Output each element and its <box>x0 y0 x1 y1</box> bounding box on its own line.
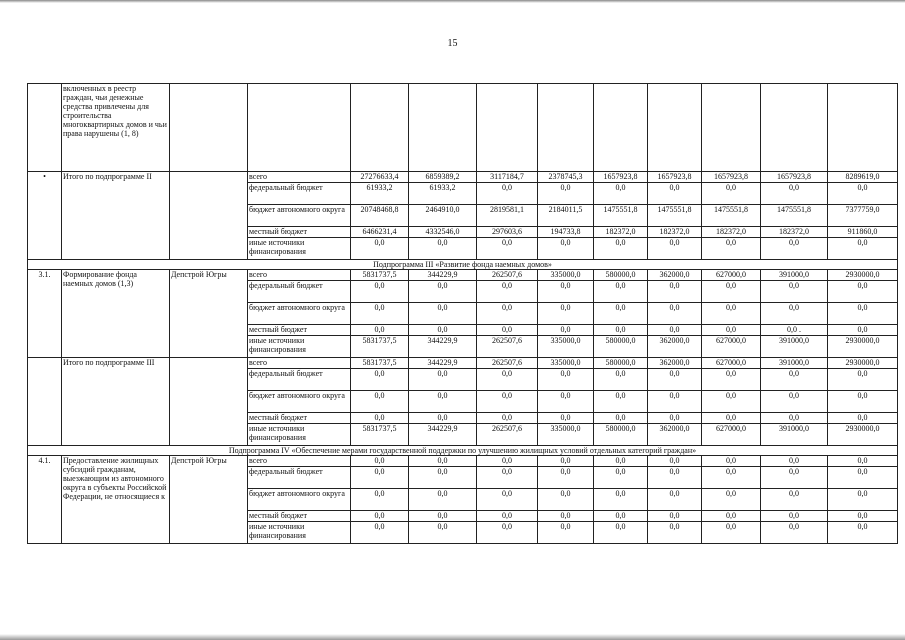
value-cell: 182372,0 <box>648 227 702 238</box>
value-cell: 0,0 <box>594 391 648 413</box>
value-cell: 61933,2 <box>409 183 477 205</box>
value-cell: 2930000,0 <box>828 336 898 358</box>
value-cell: 627000,0 <box>702 358 761 369</box>
value-cell: 627000,0 <box>702 270 761 281</box>
value-cell: 0,0 <box>351 303 409 325</box>
value-cell: 0,0 <box>594 456 648 467</box>
value-cell: 0,0 <box>351 467 409 489</box>
value-cell: 0,0 <box>648 303 702 325</box>
value-cell: 0,0 <box>538 303 594 325</box>
value-cell: 0,0 <box>351 391 409 413</box>
value-cell: 0,0 <box>702 511 761 522</box>
value-cell: 262507,6 <box>477 270 538 281</box>
value-cell: 0,0 <box>761 238 828 260</box>
value-cell: 7377759,0 <box>828 205 898 227</box>
value-cell: 0,0 <box>594 489 648 511</box>
table-row <box>28 456 898 467</box>
executor: Депстрой Югры <box>170 270 248 358</box>
value-cell: 0,0 <box>351 369 409 391</box>
value-cell: 0,0 <box>702 183 761 205</box>
row-number <box>28 84 62 172</box>
value-cell: 0,0 <box>594 281 648 303</box>
value-cell: 0,0 <box>828 325 898 336</box>
value-cell: 0,0 <box>409 281 477 303</box>
value-cell: 2930000,0 <box>828 358 898 369</box>
value-cell: 0,0 <box>648 325 702 336</box>
value-cell: 5831737,5 <box>351 424 409 446</box>
funding-source: федеральный бюджет <box>248 369 351 391</box>
value-cell: 362000,0 <box>648 424 702 446</box>
value-cell: 2464910,0 <box>409 205 477 227</box>
value-cell: 0,0 <box>477 391 538 413</box>
funding-source: иные источники финансирования <box>248 336 351 358</box>
funding-source: федеральный бюджет <box>248 467 351 489</box>
value-cell: 0,0 <box>648 391 702 413</box>
value-cell: 0,0 <box>828 522 898 544</box>
value-cell: 0,0 <box>702 413 761 424</box>
value-cell: 194733,8 <box>538 227 594 238</box>
value-cell: 0,0 <box>702 522 761 544</box>
scan-top-edge <box>0 0 905 3</box>
funding-source: местный бюджет <box>248 511 351 522</box>
row-number: • <box>28 172 62 260</box>
value-cell: 0,0 <box>828 413 898 424</box>
value-cell: 0,0 <box>538 325 594 336</box>
value-cell: 0,0 <box>648 489 702 511</box>
value-cell: 0,0 <box>409 391 477 413</box>
value-cell: 344229,9 <box>409 336 477 358</box>
section-row <box>28 446 898 456</box>
value-cell: 297603,6 <box>477 227 538 238</box>
value-cell: 0,0 <box>761 303 828 325</box>
value-cell: 0,0 <box>477 489 538 511</box>
value-cell: 0,0 <box>538 369 594 391</box>
value-cell: 580000,0 <box>594 270 648 281</box>
value-cell: 0,0 <box>538 456 594 467</box>
value-cell: 0,0 <box>538 183 594 205</box>
value-cell: 0,0 <box>409 511 477 522</box>
value-cell: 0,0 <box>761 281 828 303</box>
funding-source: всего <box>248 270 351 281</box>
value-cell: 391000,0 <box>761 270 828 281</box>
value-cell: 0,0 <box>828 369 898 391</box>
value-cell: 0,0 <box>477 303 538 325</box>
value-cell: 8289619,0 <box>828 172 898 183</box>
value-cell: 580000,0 <box>594 424 648 446</box>
section-title: Подпрограмма III «Развитие фонда наемных домов» <box>28 260 898 270</box>
value-cell: 344229,9 <box>409 424 477 446</box>
value-cell: 0,0 <box>477 522 538 544</box>
value-cell: 0,0 <box>702 281 761 303</box>
value-cell: 580000,0 <box>594 358 648 369</box>
empty-cell <box>828 84 898 172</box>
value-cell: 0,0 <box>538 238 594 260</box>
executor <box>170 172 248 260</box>
value-cell: 0,0 <box>538 489 594 511</box>
value-cell: 0,0 <box>594 325 648 336</box>
value-cell: 0,0 <box>648 522 702 544</box>
value-cell: 0,0 <box>594 413 648 424</box>
value-cell: 0,0 <box>409 467 477 489</box>
value-cell: 0,0 <box>828 281 898 303</box>
executor <box>170 358 248 446</box>
empty-cell <box>170 84 248 172</box>
value-cell: 0,0 <box>594 467 648 489</box>
funding-source: бюджет автономного округа <box>248 303 351 325</box>
value-cell: 0,0 <box>351 511 409 522</box>
value-cell: 0,0 <box>648 369 702 391</box>
value-cell: 0,0 <box>351 522 409 544</box>
value-cell: 391000,0 <box>761 358 828 369</box>
value-cell: 5831737,5 <box>351 270 409 281</box>
value-cell: 2378745,3 <box>538 172 594 183</box>
funding-source: местный бюджет <box>248 227 351 238</box>
value-cell: 4332546,0 <box>409 227 477 238</box>
value-cell: 0,0 <box>477 183 538 205</box>
empty-cell <box>538 84 594 172</box>
value-cell: 0,0 <box>594 522 648 544</box>
value-cell: 0,0 <box>409 489 477 511</box>
value-cell: 0,0 <box>594 303 648 325</box>
empty-cell <box>648 84 702 172</box>
value-cell: 0,0 <box>702 303 761 325</box>
value-cell: 0,0 <box>477 369 538 391</box>
value-cell: 1475551,8 <box>594 205 648 227</box>
empty-cell <box>702 84 761 172</box>
value-cell: 0,0 <box>538 522 594 544</box>
value-cell: 0,0 <box>477 281 538 303</box>
funding-source: местный бюджет <box>248 413 351 424</box>
value-cell: 1475551,8 <box>648 205 702 227</box>
page-number: 15 <box>447 38 458 49</box>
value-cell: 911860,0 <box>828 227 898 238</box>
value-cell: 344229,9 <box>409 358 477 369</box>
value-cell: 580000,0 <box>594 336 648 358</box>
value-cell: 0,0 <box>538 413 594 424</box>
value-cell: 0,0 <box>409 456 477 467</box>
table-row <box>28 84 898 172</box>
value-cell: 0,0 <box>702 238 761 260</box>
value-cell: 344229,9 <box>409 270 477 281</box>
value-cell: 61933,2 <box>351 183 409 205</box>
value-cell: 0,0 <box>648 183 702 205</box>
value-cell: 0,0 <box>409 303 477 325</box>
value-cell: 0,0 <box>538 467 594 489</box>
value-cell: 0,0 <box>538 391 594 413</box>
funding-source: иные источники финансирования <box>248 238 351 260</box>
value-cell: 0,0 <box>477 511 538 522</box>
value-cell: 0,0 <box>828 238 898 260</box>
value-cell: 0,0 . <box>761 325 828 336</box>
value-cell: 182372,0 <box>702 227 761 238</box>
value-cell: 335000,0 <box>538 270 594 281</box>
empty-cell <box>409 84 477 172</box>
budget-table <box>27 83 898 544</box>
value-cell: 0,0 <box>761 522 828 544</box>
value-cell: 2930000,0 <box>828 424 898 446</box>
value-cell: 0,0 <box>477 456 538 467</box>
value-cell: 262507,6 <box>477 358 538 369</box>
empty-cell <box>351 84 409 172</box>
value-cell: 362000,0 <box>648 270 702 281</box>
value-cell: 182372,0 <box>594 227 648 238</box>
value-cell: 0,0 <box>828 511 898 522</box>
item-name: Итого по подпрограмме III <box>62 358 170 446</box>
value-cell: 0,0 <box>648 456 702 467</box>
funding-source: местный бюджет <box>248 325 351 336</box>
table-row <box>28 358 898 369</box>
value-cell: 0,0 <box>648 238 702 260</box>
value-cell: 1657923,8 <box>761 172 828 183</box>
value-cell: 0,0 <box>477 325 538 336</box>
value-cell: 0,0 <box>761 369 828 391</box>
value-cell: 0,0 <box>538 511 594 522</box>
value-cell: 0,0 <box>702 369 761 391</box>
value-cell: 0,0 <box>828 456 898 467</box>
funding-source: иные источники финансирования <box>248 424 351 446</box>
item-name: включенных в реестр граждан, чьи денежные средства привлечены для строительства многоквартирных домов и чьи права нарушены (1, 8) <box>62 84 170 172</box>
funding-source: иные источники финансирования <box>248 522 351 544</box>
value-cell: 362000,0 <box>648 358 702 369</box>
value-cell: 0,0 <box>538 281 594 303</box>
value-cell: 0,0 <box>409 369 477 391</box>
value-cell: 0,0 <box>702 489 761 511</box>
empty-cell <box>477 84 538 172</box>
value-cell: 0,0 <box>648 467 702 489</box>
value-cell: 5831737,5 <box>351 358 409 369</box>
value-cell: 0,0 <box>409 325 477 336</box>
value-cell: 0,0 <box>702 325 761 336</box>
value-cell: 262507,6 <box>477 336 538 358</box>
table-row <box>28 270 898 281</box>
funding-source: бюджет автономного округа <box>248 489 351 511</box>
value-cell: 335000,0 <box>538 424 594 446</box>
value-cell: 0,0 <box>761 511 828 522</box>
value-cell: 182372,0 <box>761 227 828 238</box>
value-cell: 0,0 <box>477 413 538 424</box>
value-cell: 0,0 <box>477 238 538 260</box>
value-cell: 0,0 <box>702 456 761 467</box>
value-cell: 0,0 <box>409 413 477 424</box>
value-cell: 0,0 <box>761 489 828 511</box>
value-cell: 0,0 <box>828 303 898 325</box>
value-cell: 0,0 <box>648 281 702 303</box>
value-cell: 0,0 <box>351 325 409 336</box>
value-cell: 0,0 <box>351 413 409 424</box>
value-cell: 1657923,8 <box>648 172 702 183</box>
value-cell: 0,0 <box>761 413 828 424</box>
empty-cell <box>594 84 648 172</box>
value-cell: 362000,0 <box>648 336 702 358</box>
row-number: 4.1. <box>28 456 62 544</box>
value-cell: 0,0 <box>648 413 702 424</box>
executor: Депстрой Югры <box>170 456 248 544</box>
item-name: Формирование фонда наемных домов (1,3) <box>62 270 170 358</box>
funding-source: всего <box>248 358 351 369</box>
value-cell: 3117184,7 <box>477 172 538 183</box>
value-cell: 0,0 <box>761 467 828 489</box>
value-cell: 0,0 <box>761 391 828 413</box>
value-cell: 2819581,1 <box>477 205 538 227</box>
row-number <box>28 358 62 446</box>
section-title: Подпрограмма IV «Обеспечение мерами государственной поддержки по улучшению жилищных условий отдельных категорий граждан» <box>28 446 898 456</box>
row-number: 3.1. <box>28 270 62 358</box>
value-cell: 27276633,4 <box>351 172 409 183</box>
value-cell: 335000,0 <box>538 336 594 358</box>
funding-source: федеральный бюджет <box>248 183 351 205</box>
value-cell: 0,0 <box>409 238 477 260</box>
value-cell: 0,0 <box>648 511 702 522</box>
value-cell: 262507,6 <box>477 424 538 446</box>
value-cell: 1475551,8 <box>702 205 761 227</box>
funding-source: бюджет автономного округа <box>248 391 351 413</box>
value-cell: 0,0 <box>828 183 898 205</box>
value-cell: 0,0 <box>351 456 409 467</box>
funding-source: федеральный бюджет <box>248 281 351 303</box>
value-cell: 5831737,5 <box>351 336 409 358</box>
value-cell: 627000,0 <box>702 336 761 358</box>
section-row <box>28 260 898 270</box>
value-cell: 0,0 <box>702 467 761 489</box>
value-cell: 627000,0 <box>702 424 761 446</box>
item-name: Предоставление жилищных субсидий гражданам, выезжающим из автономного округа в субъекты Российской Федерации, не относящиеся к <box>62 456 170 544</box>
value-cell: 1657923,8 <box>594 172 648 183</box>
value-cell: 0,0 <box>828 391 898 413</box>
funding-source: всего <box>248 456 351 467</box>
value-cell: 0,0 <box>409 522 477 544</box>
value-cell: 6466231,4 <box>351 227 409 238</box>
value-cell: 0,0 <box>351 281 409 303</box>
value-cell: 391000,0 <box>761 424 828 446</box>
value-cell: 0,0 <box>594 183 648 205</box>
value-cell: 2184011,5 <box>538 205 594 227</box>
value-cell: 0,0 <box>594 369 648 391</box>
value-cell: 0,0 <box>594 511 648 522</box>
value-cell: 1475551,8 <box>761 205 828 227</box>
item-name: Итого по подпрограмме II <box>62 172 170 260</box>
value-cell: 0,0 <box>594 238 648 260</box>
value-cell: 0,0 <box>828 467 898 489</box>
funding-source: бюджет автономного округа <box>248 205 351 227</box>
value-cell: 335000,0 <box>538 358 594 369</box>
value-cell: 2930000,0 <box>828 270 898 281</box>
value-cell: 6859389,2 <box>409 172 477 183</box>
value-cell: 0,0 <box>702 391 761 413</box>
value-cell: 20748468,8 <box>351 205 409 227</box>
empty-cell <box>761 84 828 172</box>
value-cell: 0,0 <box>477 467 538 489</box>
value-cell: 1657923,8 <box>702 172 761 183</box>
scan-bottom-edge <box>0 634 905 640</box>
table-row <box>28 172 898 183</box>
empty-cell <box>248 84 351 172</box>
value-cell: 0,0 <box>761 456 828 467</box>
value-cell: 0,0 <box>351 489 409 511</box>
value-cell: 391000,0 <box>761 336 828 358</box>
value-cell: 0,0 <box>351 238 409 260</box>
value-cell: 0,0 <box>761 183 828 205</box>
funding-source: всего <box>248 172 351 183</box>
value-cell: 0,0 <box>828 489 898 511</box>
